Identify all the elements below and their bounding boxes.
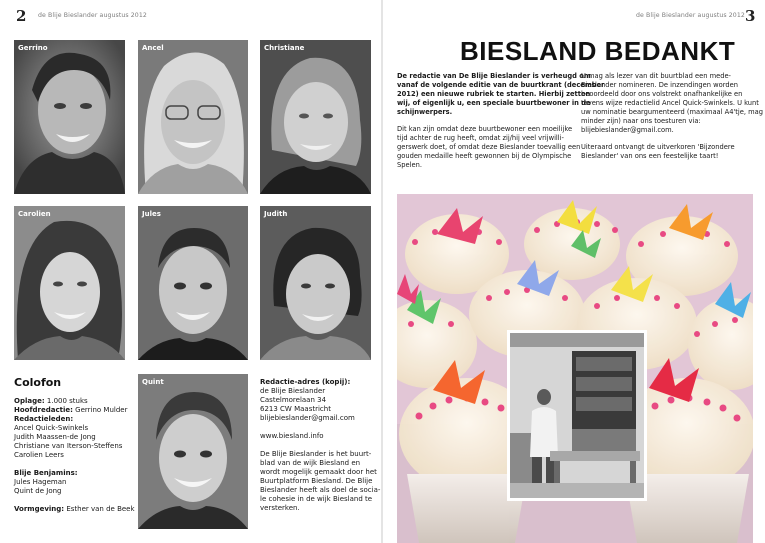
- body-line: Bieslander nomineren. De inzendingen worden: [581, 81, 738, 89]
- portrait-name: Judith: [264, 210, 288, 218]
- benjamin: Jules Hageman: [14, 478, 67, 486]
- portrait-judith: [260, 206, 371, 360]
- about-line: Buurtplatform Biesland. De Blije: [260, 477, 373, 485]
- adres-line: 6213 CW Maastricht: [260, 405, 331, 413]
- oplage-value: 1.000 stuks: [46, 397, 88, 405]
- running-head: de Blije Bieslander augustus 2012: [636, 12, 745, 19]
- benjamins-label: Blije Benjamins:: [14, 469, 78, 477]
- body-line: tijd achter de rug heeft, omdat zij/hij veel vrijwilli-: [397, 134, 564, 142]
- about-line: Bieslander heeft als doel de socia-: [260, 486, 381, 494]
- adres-line: de Blije Bieslander: [260, 387, 326, 395]
- about-line: wordt mogelijk gemaakt door het: [260, 468, 377, 476]
- vormgeving-label: Vormgeving:: [14, 505, 65, 513]
- left-page: [0, 0, 382, 543]
- portrait-jules: [138, 206, 248, 360]
- portrait-carolien: [14, 206, 125, 360]
- body-line: tevens wijze redactielid Ancel Quick-Swinkels. U kunt: [581, 99, 759, 107]
- vormgeving-value: Esther van de Beek: [66, 505, 135, 513]
- page-number: 2: [16, 7, 27, 25]
- portrait-name: Gerrino: [18, 44, 48, 52]
- portrait-christiane: [260, 40, 371, 194]
- running-head: de Blije Bieslander augustus 2012: [38, 12, 147, 19]
- body-line: U mag als lezer van dit buurtblad een mede-: [581, 72, 731, 80]
- redactie-adres-label: Redactie-adres (kopij):: [260, 378, 351, 386]
- website-address: www.biesland.info: [260, 432, 324, 440]
- article-column-1: [397, 72, 605, 170]
- portrait-name: Carolien: [18, 210, 51, 218]
- body-line: uw nominatie beargumenteerd (maximaal A4'tje, mag: [581, 108, 763, 116]
- colofon-block: [14, 397, 134, 514]
- right-page: [383, 0, 765, 543]
- bakery-inset-photo: [507, 330, 647, 501]
- body-line: minder zijn) naar ons toesturen via:: [581, 117, 701, 125]
- email-address: blijebieslander@gmail.com.: [581, 126, 674, 134]
- colofon-title: Colofon: [14, 376, 62, 389]
- article-lead: De redactie van De Blije Bieslander is verheugd om vanaf de volgende editie van de buurtkrant (december 2012) een nieuwe rubriek te starten. Hierbij zetten wij, of eigenlijk u, een speciale buurtbewoner in de schijnwerpers.: [397, 72, 605, 116]
- page-number: 3: [745, 7, 756, 25]
- portrait-name: Ancel: [142, 44, 164, 52]
- about-line: blad van de wijk Biesland en: [260, 459, 361, 467]
- body-line: Dit kan zijn omdat deze buurtbewoner een moeilijke: [397, 125, 573, 133]
- about-line: le cohesie in de wijk Biesland te: [260, 495, 373, 503]
- benjamin: Quint de Jong: [14, 487, 62, 495]
- portrait-ancel: [138, 40, 248, 194]
- redactielid: Christiane van Iterson-Steffens: [14, 442, 123, 450]
- cupcakes-photo: [397, 194, 753, 543]
- portrait-name: Quint: [142, 378, 164, 386]
- body-line: gouden medaille heeft gewonnen bij de Olympische: [397, 152, 572, 160]
- closing-line: Uiteraard ontvangt de uitverkoren 'Bijzondere: [581, 143, 735, 151]
- hoofdredactie-value: Gerrino Mulder: [75, 406, 128, 414]
- article-column-2: [581, 72, 763, 161]
- redactie-adres-block: [260, 378, 381, 513]
- portrait-name: Jules: [142, 210, 161, 218]
- article-title: BIESLAND BEDANKT: [460, 36, 736, 66]
- redactieleden-label: Redactieleden:: [14, 415, 74, 423]
- oplage-label: Oplage:: [14, 397, 45, 405]
- hoofdredactie-label: Hoofdredactie:: [14, 406, 73, 414]
- portrait-gerrino: [14, 40, 125, 194]
- redactielid: Ancel Quick-Swinkels: [14, 424, 89, 432]
- redactielid: Carolien Leers: [14, 451, 64, 459]
- about-line: De Blije Bieslander is het buurt-: [260, 450, 372, 458]
- closing-line: Bieslander' van ons een feestelijke taart!: [581, 152, 719, 160]
- adres-line: Castelmorelaan 34: [260, 396, 327, 404]
- redactielid: Judith Maassen-de Jong: [14, 433, 96, 441]
- portrait-quint: [138, 374, 248, 529]
- body-line: Spelen.: [397, 161, 422, 169]
- about-line: versterken.: [260, 504, 300, 512]
- body-line: gerswerk doet, of omdat deze Bieslander toevallig een: [397, 143, 581, 151]
- email-address: blijebieslander@gmail.com: [260, 414, 355, 422]
- portrait-name: Christiane: [264, 44, 305, 52]
- body-line: beoordeeld door ons volstrekt onafhankelijke en: [581, 90, 743, 98]
